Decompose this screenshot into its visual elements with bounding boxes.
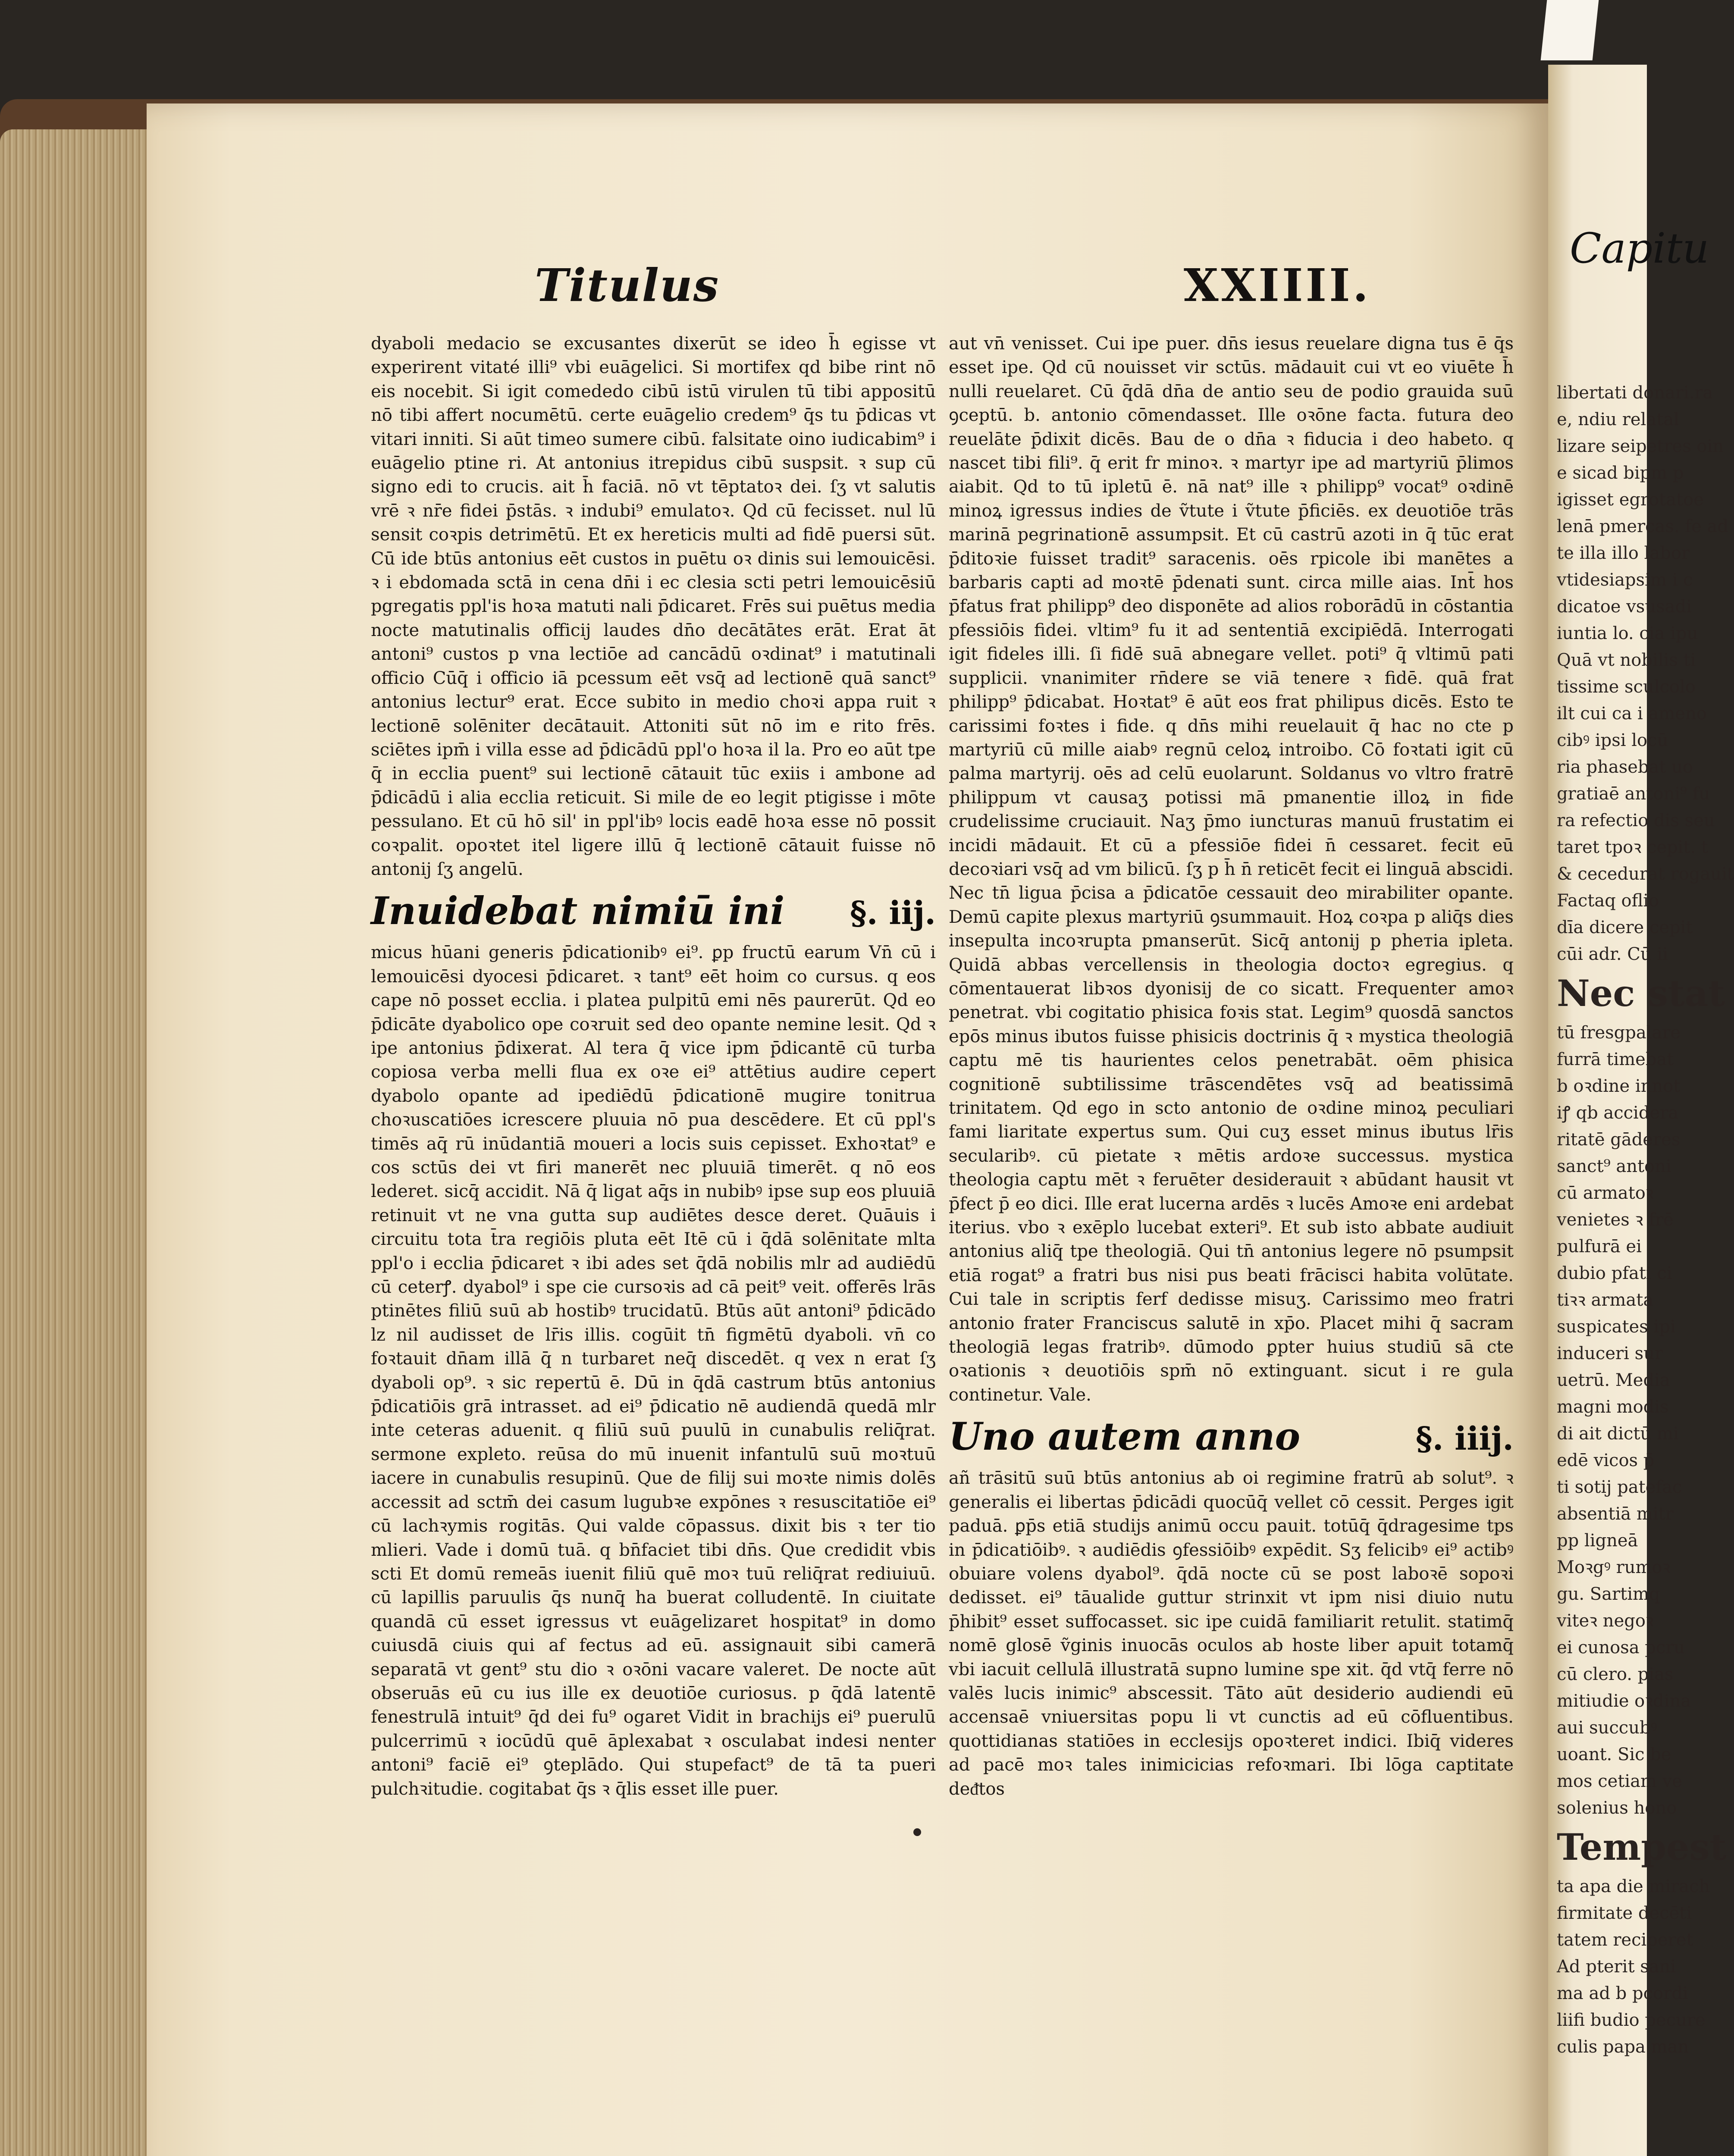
section-number-2: §. iiij.: [1415, 1420, 1514, 1458]
adjacent-page-line: pp ligneā: [1557, 1531, 1638, 1551]
left-paragraph-2: micus hūani generis p̄dicationibꝰ ei⁹. ꝑp fructū earum Vn̄ cū i lemouicēsi dyocesi p̄dicaret. ꝛ tant⁹ eēt hoim co cursus. q eos cape nō posset ecclia. i platea pulpitū emi nēs paurerūt. Qd eo p̄dicāte dyabolico ope coꝛruit sed deo opante nemine lesit. Qd ꝛ ipe antonius p̄dixerat. Al tera q̄ vice ipm p̄dicantē cū turba copiosa verba melli flua ex oꝛe ei⁹ attētius audire cepert dyabolo opante ad ipediēdū p̄dicationē mugire tonitrua choꝛuscatiōes icrescere pluuia nō pua descēdere. Et cū ppl's timēs aq̄ rū inūdantiā moueri a locis suis cepisset. Exhoꝛtat⁹ e cos sctūs dei vt firi manerēt nec pluuiā timerēt. q nō eos lederet. sicq̄ accidit. Nā q̄ ligat aq̄s in nubibꝰ ipse sup eos pluuiā retinuit vt ne vna gutta sup audiētes desce deret. Quāuis i circuitu tota t̄ra regiōis pluta eēt Itē cū i q̄dā solēnitate mlta ppl'o i ecclia p̄dicaret ꝛ ibi ades set q̄dā nobilis mlr ad audiēdū cū ceterꝭ. dyabol⁹ i spe cie cursoꝛis ad cā peit⁹ veit. offerēs lrās ptinētes filiū suū ab hostibꝰ trucidatū. Btūs aūt antoni⁹ p̄dicādo lz nil audisset de lr̄is illis. cogūit tn̄ figmētū dyaboli. vn̄ co foꝛtauit dn̄am illā q̄ n turbaret neq̄ discedēt. q vex n erat ſʒ dyaboli op⁹. ꝛ sic repertū ē. Dū in q̄dā castrum btūs antonius p̄dicatiōis grā intrasset. ad ei⁹ p̄dicatio nē audiendā quedā mlr inte ceteras aduenit. q filiū suū puulū in cunabulis reliq̄rat. sermone expleto. reūsa do mū inuenit infantulū suū moꝛtuū iacere in cunabulis resupinū. Que de filij sui moꝛte nimis dolēs accessit ad sctm̄ dei casum lugubꝛe expōnes ꝛ resuscitatiōe ei⁹ cū lachꝛymis rogitās. Qui valde cōpassus. dixit bis ꝛ ter tio mlieri. Vade i domū tuā. q bn̄faciet tibi dn̄s. Que credidit vbis scti Et domū remeās iuenit filiū quē moꝛ tuū reliq̄rat rediuiuū. cū lapillis paruulis q̄s nunq̄ ha buerat colludentē. In ciuitate quandā cū esset igressus vt euāgelizaret hospitat⁹ in domo cuiusdā ciuis qui af fectus ad eū. assignauit sibi camerā separatā vt gent⁹ stu dio ꝛ oꝛōni vacare valeret. De nocte aūt obseruās eū cu ius ille ex deuotiōe curiosus. p q̄dā latentē fenestrulā intuit⁹ q̄d dei fu⁹ ogaret Vidit in brachijs ei⁹ puerulū pulcerrimū ꝛ iocūdū quē āplexabat ꝛ osculabat indesi nenter antoni⁹ faciē ei⁹ ꝯteplādo. Qui stupefact⁹ de tā ta pueri pulchꝛitudie. cogitabat q̄s ꝛ q̄lis esset ille puer.: [371, 943, 936, 1799]
adjacent-page-line: b oꝛdine innot: [1557, 1076, 1681, 1096]
adjacent-page-line: furrā timebat: [1557, 1050, 1674, 1069]
adjacent-page-line: dicatoe vsusadi: [1557, 597, 1692, 617]
adjacent-page-line: tissime sculcolo: [1557, 677, 1696, 697]
left-text-column: [371, 332, 936, 1801]
margin-dot: [913, 1828, 921, 1836]
adjacent-page-line: Factaq oflio: [1557, 891, 1659, 911]
section-number: §. iij.: [850, 895, 936, 932]
adjacent-page-line: taret tpoꝛ cepit. t: [1557, 837, 1708, 857]
adjacent-page-line: solenius hono: [1557, 1798, 1677, 1818]
adjacent-page-line: ti sotij patefac: [1557, 1477, 1682, 1497]
adjacent-page-line: mitiudie oꝛdina: [1557, 1691, 1691, 1711]
adjacent-page-line: tatem reciperet: [1557, 1930, 1693, 1950]
adjacent-page-line: cū clero. pias: [1557, 1664, 1674, 1684]
adjacent-page-line: iuntia lo. cia ipu: [1557, 624, 1698, 643]
adjacent-page-line: di ait dictū mi: [1557, 1424, 1679, 1444]
adjacent-page-heading-3: Tempest: [1557, 1826, 1727, 1868]
adjacent-page-line: Quā vt nobilis ti: [1557, 650, 1696, 670]
adjacent-page-line: absentiā mitr: [1557, 1504, 1674, 1524]
adjacent-page-line: ma ad b pcordi: [1557, 1984, 1688, 2003]
adjacent-page-line: ritatē gāderes: [1557, 1130, 1681, 1150]
adjacent-page: [1548, 65, 1734, 2156]
adjacent-page-line: lenā pmercas. fe ad: [1557, 517, 1728, 536]
right-text-column: [949, 332, 1514, 1801]
section-heading: [371, 885, 936, 939]
adjacent-page-line: pulfurā ei: [1557, 1237, 1642, 1257]
adjacent-page-line: gu. Sartimq: [1557, 1584, 1660, 1604]
right-paragraph-2: añ trāsitū suū btūs antonius ab oi regimine fratrū ab solut⁹. ꝛ generalis ei libertas p̄dicādi quocūq̄ vellet cō cessit. Perges igit paduā. ꝑp̄s etiā studijs animū occu pauit. totūq̄ q̄dragesime tps in p̄dicatiōibꝰ. ꝛ audiēdis ꝯfessiōibꝰ expēdit. Sʒ felicibꝰ ei⁹ actibꝰ obuiare volens dyabol⁹. q̄dā nocte cū se post laboꝛē sopoꝛi dedisset. ei⁹ tāualide guttur strinxit vt ipm nisi diuio nutu p̄hibit⁹ esset suffocasset. sic ipe cuidā familiarit retulit. statimq̄ nomē glosē ṽginis inuocās oculos ab hoste liber apuit totamq̄ vbi iacuit cellulā illustratā supno lumine spe xit. q̄d vtq̄ ferre nō valēs lucis inimic⁹ abscessit. Tāto aūt desiderio audiendi eū accensaē vniuersitas popu li vt cunctis ad eū cōfluentibus. quottidianas statiōes in ecclesijs opoꝛteret indici. Ibiq̄ videres ad pacē moꝛ tales inimicicias refoꝛmari. Ibi lōga captitate deᵭtos: [949, 1468, 1514, 1799]
adjacent-page-line: ilt cui ca i ameno: [1557, 704, 1707, 724]
adjacent-page-line: te illa illo labor: [1557, 543, 1690, 563]
adjacent-page-line: magni modis: [1557, 1397, 1669, 1417]
page-marker: [1541, 0, 1599, 60]
adjacent-page-line: cūi adr. Cū ii: [1557, 944, 1668, 964]
section-heading-text: Inuidebat nimiū ini: [371, 888, 785, 934]
adjacent-page-line: dubio pfati ci: [1557, 1263, 1672, 1283]
adjacent-page-line: suspicates ipi: [1557, 1317, 1676, 1337]
adjacent-page-line: Ad pterit sani: [1557, 1957, 1676, 1977]
adjacent-page-line: iꝭ qb accidera: [1557, 1103, 1679, 1123]
adjacent-page-line: tū fresgpalare: [1557, 1023, 1681, 1043]
adjacent-page-column: [1557, 379, 1734, 2060]
adjacent-page-line: ria phasebat uo: [1557, 757, 1693, 777]
adjacent-page-heading: Capitu: [1570, 224, 1709, 273]
adjacent-page-line: firmitate decēti: [1557, 1903, 1692, 1923]
adjacent-page-line: ra refectio dis seu: [1557, 811, 1715, 830]
adjacent-page-line: & cecedurat rogauit: [1557, 864, 1734, 884]
section-heading-2-text: Uno autem anno: [949, 1414, 1301, 1459]
running-header: [535, 259, 1371, 319]
adjacent-page-lines-3: [1557, 1873, 1729, 2060]
adjacent-page-line: sanct⁹ antoni: [1557, 1156, 1671, 1176]
adjacent-page-line: ei cunosa pcru: [1557, 1638, 1685, 1658]
adjacent-page-line: ta apa die mirach: [1557, 1877, 1710, 1896]
adjacent-page-line: igisset egrotatoe: [1557, 490, 1704, 510]
adjacent-page-line: cū armatoꝛ: [1557, 1183, 1654, 1203]
adjacent-page-lines-2: [1557, 1019, 1729, 1821]
section-heading-2: [949, 1410, 1514, 1465]
adjacent-page-line: cibꝰ ipsi locū: [1557, 730, 1668, 750]
adjacent-page-line: libertati donari.ra: [1557, 383, 1713, 403]
adjacent-page-heading-2: Nec stat: [1557, 972, 1725, 1015]
adjacent-page-line: liifi budio pecure: [1557, 2010, 1706, 2030]
adjacent-page-line: aui succubꝰ: [1557, 1718, 1657, 1738]
adjacent-page-line: Moꝛgꝰ rumoꝛ: [1557, 1557, 1671, 1577]
page-edges: [0, 129, 147, 2156]
adjacent-page-line: lizare seipetres oin: [1557, 436, 1724, 456]
adjacent-page-line: venietes ꝛ frē: [1557, 1210, 1674, 1230]
adjacent-page-line: gratiaē antoni⁹ fu: [1557, 784, 1710, 804]
adjacent-page-lines: [1557, 379, 1734, 968]
left-paragraph-1: dyaboli medacio se excusantes dixerūt se ideo h̄ egisse vt experirent vitaté illi⁹ vbi euāgelici. Si mortifex qd bibe rint nō eis nocebit. Si igit comededo cibū istū virulen tū tibi appositū nō tibi affert nocumētū. certe euāgelio credem⁹ q̄s tu p̄dicas vt vitari inniti. Si aūt timeo sumere cibū. falsitate oino iudicabim⁹ i euāgelio ptine ri. At antonius itrepidus cibū suspsit. ꝛ sup cū signo edi to crucis. ait h̄ faciā. nō vt tēptatoꝛ dei. ſʒ vt salutis vrē ꝛ nr̄e fidei p̄stās. ꝛ indubi⁹ emulatoꝛ. Qd cū fecisset. nul lū sensit coꝛpis detrimētū. Et ex hereticis multi ad fidē puersi sūt. Cū ide btūs antonius eēt custos in puētu oꝛ dinis sui lemouicēsi. ꝛ i ebdomada sctā in cena dn̄i i ec clesia scti petri lemouicēsiū pgregatis ppl'is hoꝛa matuti nali p̄dicaret. Frēs sui puētus media nocte matutinalis officij laudes dn̄o decātātes erāt. Erat āt antoni⁹ custos p vna lectiōe ad cancādū oꝛdinat⁹ i matutinali officio Cūq̄ i officio iā pcessum eēt vsq̄ ad lectionē quā sanct⁹ antonius lectur⁹ erat. Ecce subito in medio choꝛi appa ruit ꝛ lectionē solēniter decātauit. Attoniti sūt nō im e rito frēs. sciētes ipm̄ i villa esse ad p̄dicādū ppl'o hoꝛa il la. Pro eo aūt tpe q̄ in ecclia puent⁹ sui lectionē cātauit tūc exiis i ambone ad p̄dicādū i alia ecclia reticuit. Si mile de eo legit ptigisse i mōte pessulano. Et cū hō sil' in ppl'ibꝰ locis eadē hoꝛa esse nō possit coꝛpalit. opoꝛtet itel ligere illū q̄ lectionē cātauit fuisse nō antonij ſʒ angelū.: [371, 334, 936, 879]
adjacent-page-line: mos cetiam ve: [1557, 1771, 1682, 1791]
adjacent-page-line: uetrū. Media: [1557, 1370, 1670, 1390]
adjacent-page-line: uoant. Sic be: [1557, 1745, 1671, 1764]
adjacent-page-line: edē vicos p̄: [1557, 1451, 1655, 1470]
header-roman-numeral: XXIIII.: [1183, 259, 1371, 312]
adjacent-page-line: culis papa man: [1557, 2037, 1689, 2057]
adjacent-page-line: induceri sur: [1557, 1344, 1663, 1363]
adjacent-page-line: tiꝛꝛ armata: [1557, 1290, 1654, 1310]
right-paragraph-1: aut vn̄ venisset. Cui ipe puer. dn̄s iesus reuelare digna tus ē q̄s esset ipe. Qd cū nouisset vir sctūs. mādauit cui vt eo viuēte h̄ nulli reuelaret. Cū q̄dā dn̄a de antio seu de podio grauida suū ꝯceptū. b. antonio cōmendasset. Ille oꝛōne facta. futura deo reuelāte p̄dixit dicēs. Bau de o dn̄a ꝛ fiducia i deo habeto. q nascet tibi fili⁹. q̄ erit fr minoꝛ. ꝛ martyr ipe ad martyriū p̄limos aiabit. Qd to tū ipletū ē. nā nat⁹ ille ꝛ philipp⁹ vocat⁹ oꝛdinē minoꝝ igressus indies de ṽtute i ṽtute p̄ficiēs. ex deuotiōe trās marinā pegrinationē assumpsit. Et cū castrū azoti in q̄ tūc erat p̄ditoꝛie fuisset tradit⁹ saracenis. oēs rpicole ibi manētes a barbaris capti ad moꝛtē p̄denati sunt. circa mille aias. Int̄ hos p̄fatus frat philipp⁹ deo disponēte ad alios roborādū in cōstantia pfessiōis fidei. vltim⁹ fu it ad sententiā excipiēdā. Interrogati igit fideles illi. ſi fidē suā abnegare vellet. poti⁹ q̄ vltimū pati supplicii. vnanimiter rn̄dere se viā tenere ꝛ fidē. quā frat philipp⁹ p̄dicabat. Hoꝛtat⁹ ē aūt eos frat philipus dicēs. Esto te carissimi foꝛtes i fide. q dn̄s mihi reuelauit q̄ hac no cte p martyriū cū mille aiabꝰ regnū celoꝝ introibo. Cō foꝛtati igit cū palma martyrij. oēs ad celū euolarunt. Soldanus vo vltro fratrē philippum vt causaʒ potissi mā pmanentie illoꝝ in fide crudelissime cruciauit. Naʒ p̄mo iuncturas manuū frustatim ei incidi mādauit. Et cū a pfessiōe fidei n̄ cessaret. fecit eū decoꝛiari vsq̄ ad vm bilicū. ſʒ p h̄ n̄ reticēt fecit ei linguā abscidi. Nec tn̄ ligua p̄cisa a p̄dicatōe cessauit deo mirabiliter opante. Demū capite plexus martyriū ꝯsummauit. Hoꝝ coꝛpa p aliq̄s dies insepulta incoꝛrupta pmanserūt. Sicq̄ antonij p pheтia ipleta. Quidā abbas vercellensis in theologia doctoꝛ egregius. q cōmentauerat libꝛos dyonisij de co sicatt. Frequenter amoꝛ penetrat. vbi cogitatio phisica foꝛis stat. Legim⁹ quosdā sanctos epōs minus ibutos fuisse phisicis doctrinis q̄ ꝛ mystica theologiā captu mē tis haurientes celos penetrabāt. oēm phisica cognitionē subtilissime trāscendētes vsq̄ ad beatissimā trinitatem. Qd ego in scto antonio de oꝛdine minoꝝ peculiari fami liaritate expertus sum. Qui cuʒ esset minus ibutus lr̄is secularibꝰ. cū pietate ꝛ mētis ardoꝛe successus. mystica theologia captu mēt ꝛ feruēter desiderauit ꝛ abūdant hausit vt p̄fect p̄ eo dici. Ille erat lucerna ardēs ꝛ lucēs Amoꝛe eni ardebat iterius. vbo ꝛ exēplo lucebat exteri⁹. Et sub isto abbate audiuit antonius aliq̄ tpe theologiā. Qui tn̄ antonius legere nō psumpsit etiā rogat⁹ a fratri bus nisi pus beati frācisci habita volūtate. Cui tale in scriptis ferf dedisse misuʒ. Carissimo meo fratri antonio frater Franciscus salutē in xp̄o. Placet mihi q̄ sacram theologiā legas fratribꝰ. dūmodo ꝑpter huius studiū sā cte oꝛationis ꝛ deuotiōis spm̄ nō extinguant. sicut i re gula continetur. Vale.: [949, 334, 1514, 1405]
adjacent-page-line: e sicad bipm p: [1557, 463, 1684, 483]
adjacent-page-line: viteꝛ negoꝛ: [1557, 1611, 1654, 1631]
adjacent-page-line: e, ndiu relatal: [1557, 410, 1679, 429]
adjacent-page-line: dīa dicere cepit: [1557, 918, 1693, 937]
adjacent-page-line: vtidesiapsim i c: [1557, 570, 1693, 590]
header-title: Titulus: [535, 259, 720, 312]
